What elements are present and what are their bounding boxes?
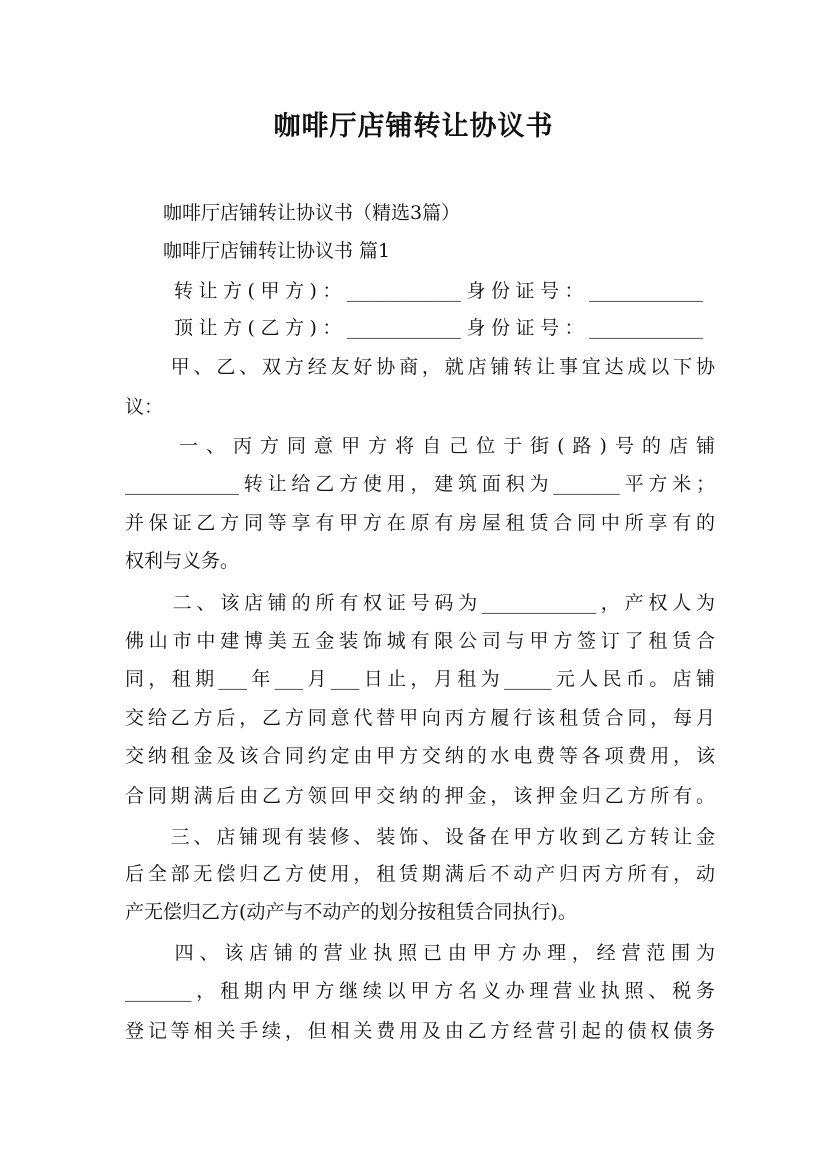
text-line: 后全部无偿归乙方使用，租赁期满后不动产归丙方所有，动 — [125, 863, 715, 885]
text-line: 交给乙方后，乙方同意代替甲向丙方履行该租赁合同，每月 — [125, 707, 715, 729]
text-line: 并保证乙方同等享有甲方在原有房屋租赁合同中所享有的 — [125, 512, 715, 534]
text-line: 甲、乙、双方经友好协商，就店铺转让事宜达成以下协 — [125, 356, 715, 378]
text-line: 权利与义务。 — [125, 550, 240, 572]
text-line: 交纳租金及该合同约定由甲方交纳的水电费等各项费用，该 — [125, 745, 715, 767]
text-line: 咖啡厅店铺转让协议书（精选3篇） — [125, 202, 461, 224]
text-line: 同，租期___年___月___日止，月租为_____元人民币。店铺 — [125, 668, 715, 690]
document-title: 咖啡厅店铺转让协议书 — [273, 111, 554, 142]
text-line: 顶让方(乙方)：____________身份证号：____________ — [125, 317, 703, 339]
text-line: ____________转让给乙方使用，建筑面积为_______平方米； — [125, 473, 715, 495]
text-line: 二、该店铺的所有权证号码为____________，产权人为 — [125, 592, 715, 614]
text-line: 转让方(甲方)：____________身份证号：____________ — [125, 280, 703, 302]
text-line: 佛山市中建博美五金装饰城有限公司与甲方签订了租赁合 — [125, 630, 715, 652]
text-line: 咖啡厅店铺转让协议书 篇1 — [125, 240, 391, 262]
text-line: 一、丙方同意甲方将自己位于街(路)号的店铺 — [125, 435, 715, 457]
text-line: 议： — [125, 396, 164, 418]
text-line: 登记等相关手续，但相关费用及由乙方经营引起的债权债务 — [125, 1020, 715, 1042]
text-line: 产无偿归乙方(动产与不动产的划分按租赁合同执行)。 — [125, 901, 577, 923]
text-line: 三、店铺现有装修、装饰、设备在甲方收到乙方转让金 — [125, 826, 715, 848]
text-line: _______，租期内甲方继续以甲方名义办理营业执照、税务 — [125, 980, 715, 1002]
text-line: 合同期满后由乙方领回甲交纳的押金，该押金归乙方所有。 — [125, 785, 715, 807]
text-line: 四、该店铺的营业执照已由甲方办理，经营范围为 — [125, 942, 715, 964]
